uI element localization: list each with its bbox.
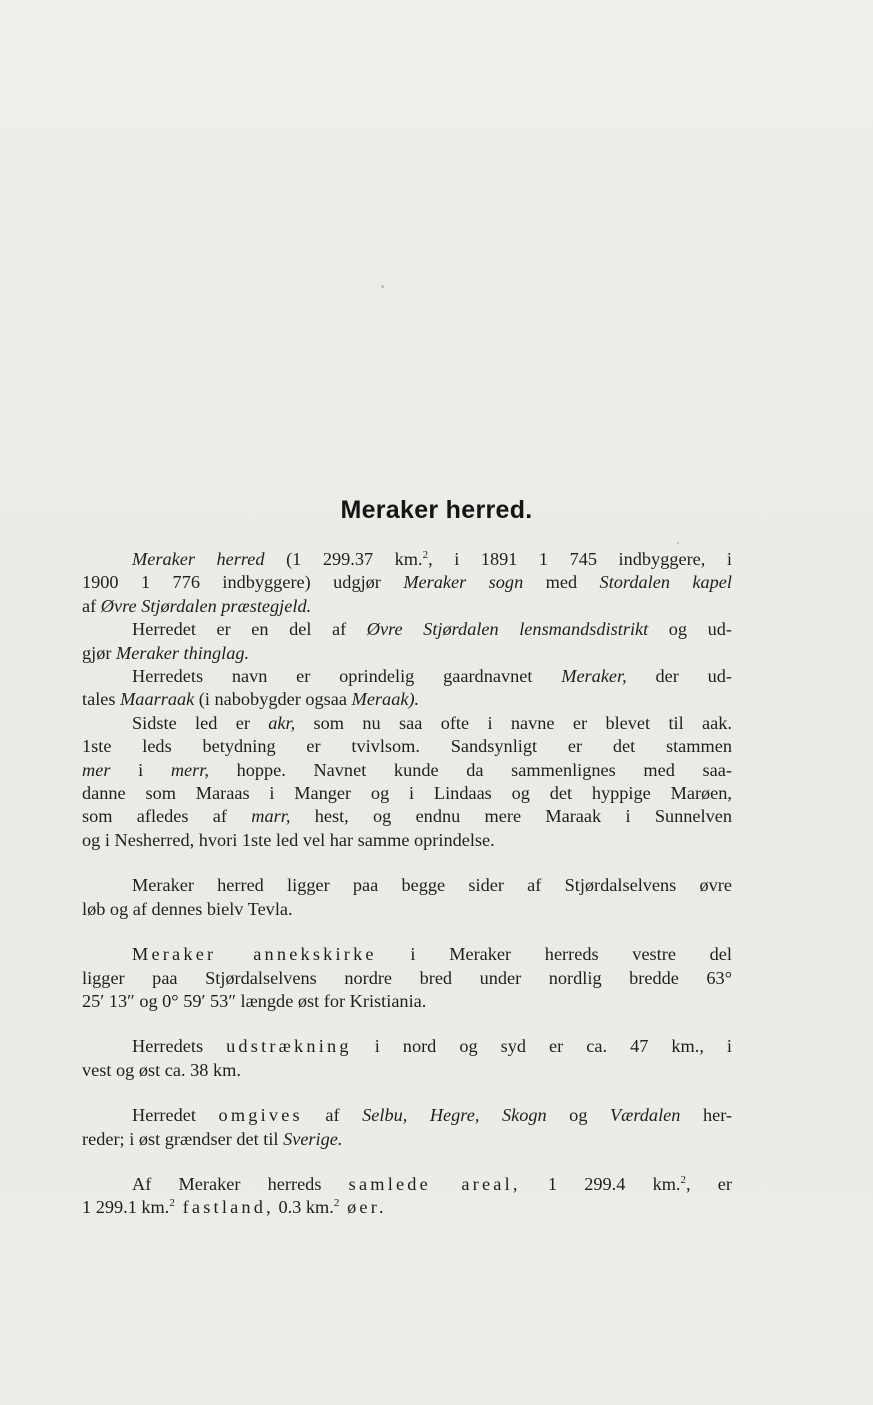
text-line: tales Maarraak (i nabobygder ogsaa Meraak).	[82, 689, 420, 710]
text-line: vest og øst ca. 38 km.	[82, 1059, 241, 1080]
text-line: af Øvre Stjørdalen præstegjeld.	[82, 595, 312, 616]
text-line: reder; i øst grændser det til Sverige.	[82, 1128, 343, 1149]
body-text	[82, 548, 732, 1220]
text-line: Af Meraker herreds samlede areal, 1 299.4 km.$^2$, er	[132, 1173, 733, 1194]
text-line: gjør Meraker thinglag.	[82, 642, 250, 663]
paragraph-6	[82, 1035, 732, 1082]
text-line: 1 299.1 km.$^2$ fastland, 0.3 km.$^2$ øer.	[82, 1197, 387, 1218]
text-line: 1ste leds betydning er tvivlsom. Sandsynligt er det stammen	[82, 736, 732, 757]
text-line: danne som Maraas i Manger og i Lindaas og det hyppige Marøen,	[82, 783, 732, 804]
paper-speck	[677, 542, 679, 544]
text-line: Meraker herred (1 299.37 km.$^2$, i 1891 1 745 indbyggere, i	[132, 549, 732, 569]
paragraph-8	[82, 1173, 732, 1220]
text-line: og i Nesherred, hvori 1ste led vel har samme oprindelse.	[82, 829, 495, 850]
text-line: Herredet omgives af Selbu, Hegre, Skogn og Værdalen her-	[132, 1105, 733, 1126]
paper-speck	[381, 285, 384, 288]
paragraph-1	[82, 548, 732, 618]
text-line: ligger paa Stjørdalselvens nordre bred under nordlig bredde 63°	[82, 967, 732, 988]
text-line: 1900 1 776 indbyggere) udgjør Meraker sogn med Stordalen kapel	[82, 572, 732, 593]
paragraph-2	[82, 618, 732, 665]
text-line: som afledes af marr, hest, og endnu mere Maraak i Sunnelven	[82, 806, 732, 827]
text-line: Sidste led er akr, som nu saa ofte i navne er blevet til aak.	[132, 712, 732, 733]
text-line: Meraker annekskirke i Meraker herreds vestre del	[132, 944, 732, 965]
paragraph-4	[82, 874, 732, 921]
text-line: 25′ 13″ og 0° 59′ 53″ længde øst for Kristiania.	[82, 990, 427, 1011]
text-line: Herredet er en del af Øvre Stjørdalen lensmandsdistrikt og ud-	[132, 619, 732, 640]
text-line: Meraker herred ligger paa begge sider af Stjørdalselvens øvre	[132, 875, 732, 896]
page-title: Meraker herred.	[340, 496, 533, 524]
text-line: mer i merr, hoppe. Navnet kunde da sammenlignes med saa-	[82, 759, 732, 780]
paragraph-5	[82, 943, 732, 1013]
text-line: Herredets udstrækning i nord og syd er ca. 47 km., i	[132, 1036, 732, 1057]
text-line: Herredets navn er oprindelig gaardnavnet Meraker, der ud-	[132, 666, 732, 687]
text-line: løb og af dennes bielv Tevla.	[82, 898, 293, 919]
paragraph-7	[82, 1104, 732, 1151]
paragraph-3	[82, 665, 732, 852]
